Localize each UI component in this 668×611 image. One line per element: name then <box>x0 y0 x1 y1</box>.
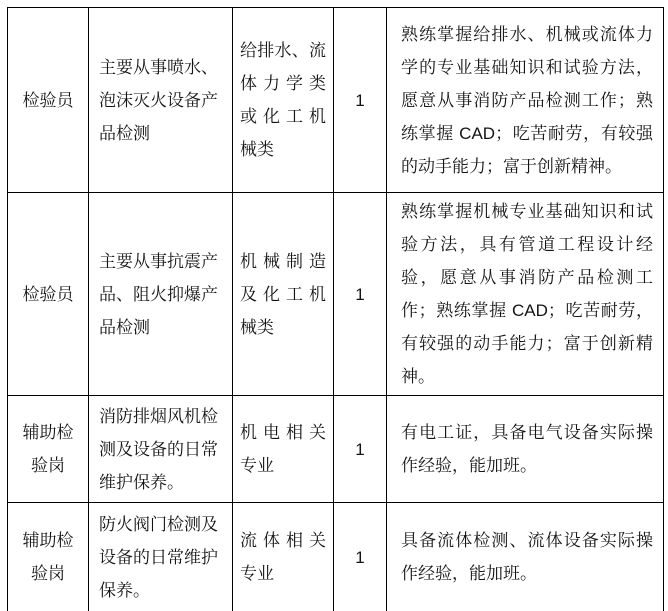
requirements-cell: 具备流体检测、流体设备实际操作经验，能加班。 <box>387 503 664 611</box>
major-cell: 流体相关 专业 <box>233 503 334 611</box>
duty-cell: 消防排烟风机检测及设备的日常维护保养。 <box>89 396 233 503</box>
duty-cell: 主要从事喷水、泡沫灭火设备产品检测 <box>89 8 233 193</box>
major-cell: 机电相关 专业 <box>233 396 334 503</box>
headcount-cell: 1 <box>334 396 387 503</box>
requirements-cell: 熟练掌握机械专业基础知识和试验方法，具有管道工程设计经验，愿意从事消防产品检测工作；熟练掌握 CAD；吃苦耐劳，有较强的动手能力；富于创新精神。 <box>387 193 664 396</box>
table-row <box>8 503 664 611</box>
job-positions-table <box>7 7 664 611</box>
headcount-cell: 1 <box>334 193 387 396</box>
duty-cell: 主要从事抗震产品、阻火抑爆产品检测 <box>89 193 233 396</box>
table-row <box>8 8 664 193</box>
major-cell: 机械制造 及化工机 械类 <box>233 193 334 396</box>
position-cell: 辅助检验岗 <box>8 503 89 611</box>
position-cell: 辅助检验岗 <box>8 396 89 503</box>
position-cell: 检验员 <box>8 8 89 193</box>
position-cell: 检验员 <box>8 193 89 396</box>
major-cell: 给排水、流 体力学类 或化工机 械类 <box>233 8 334 193</box>
headcount-cell: 1 <box>334 503 387 611</box>
duty-cell: 防火阀门检测及设备的日常维护保养。 <box>89 503 233 611</box>
table-row <box>8 396 664 503</box>
requirements-cell: 有电工证，具备电气设备实际操作经验，能加班。 <box>387 396 664 503</box>
table-row <box>8 193 664 396</box>
headcount-cell: 1 <box>334 8 387 193</box>
requirements-cell: 熟练掌握给排水、机械或流体力学的专业基础知识和试验方法，愿意从事消防产品检测工作；熟练掌握 CAD；吃苦耐劳，有较强的动手能力；富于创新精神。 <box>387 8 664 193</box>
